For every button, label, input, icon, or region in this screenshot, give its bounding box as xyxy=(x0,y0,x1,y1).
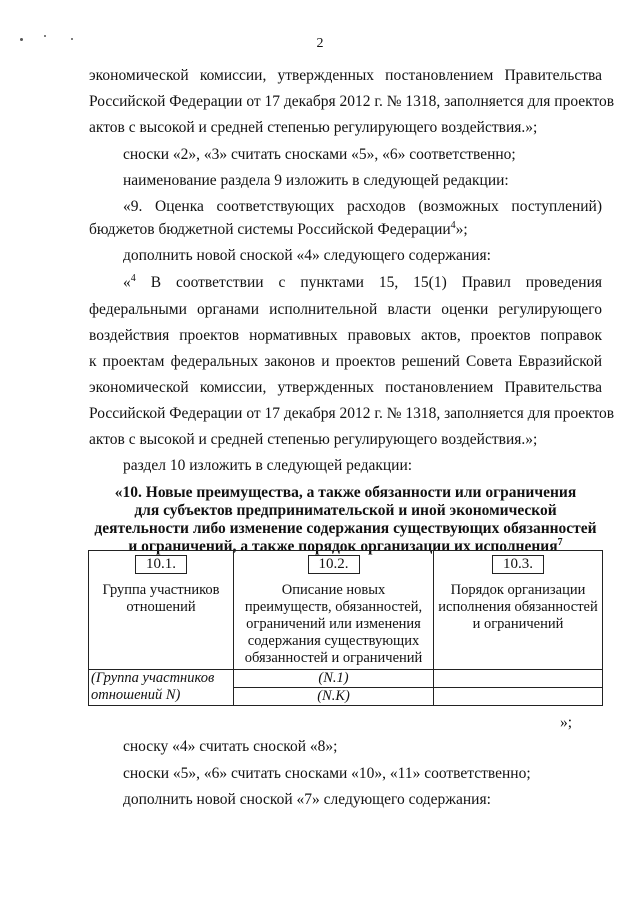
body-line: Российской Федерации от 17 декабря 2012 г. № 1318, заполняется для проектов xyxy=(89,405,615,422)
table-cell: (N.1) xyxy=(234,670,434,688)
footnote-mark: 4 xyxy=(130,272,136,284)
body-line: раздел 10 изложить в следующей редакции: xyxy=(123,457,413,474)
table-cell: (N.K) xyxy=(234,688,434,706)
body-line: актов с высокой и средней степенью регулирующего воздействия.»; xyxy=(89,431,538,448)
body-line: дополнить новой сноской «4» следующего содержания: xyxy=(123,247,491,264)
body-line: воздействия проектов нормативных правовых актов, проектов поправок xyxy=(89,327,602,344)
closing-quote: »; xyxy=(560,714,573,731)
heading-text: и ограничений, а также порядок организации их исполнения xyxy=(128,538,558,555)
column-code: 10.1. xyxy=(135,555,187,574)
body-line xyxy=(123,274,602,292)
table-cell xyxy=(434,688,603,706)
body-line: сноску «4» считать сноской «8»; xyxy=(123,738,338,755)
table-row xyxy=(89,670,603,688)
body-text: В соответствии с пунктами 15, 15(1) Правил проведения xyxy=(135,274,602,291)
body-text: »; xyxy=(455,221,468,238)
body-line: экономической комиссии, утвержденных постановлением Правительства xyxy=(89,67,602,84)
section-heading-line: деятельности либо изменение содержания существующих обязанностей xyxy=(94,520,597,537)
page-number: 2 xyxy=(316,36,324,51)
body-text: « xyxy=(123,274,131,291)
footnote-mark: 4 xyxy=(450,219,456,231)
table-cell xyxy=(434,670,603,688)
column-header: Группа участников отношений xyxy=(102,582,220,615)
body-line xyxy=(89,221,468,239)
body-line: дополнить новой сноской «7» следующего содержания: xyxy=(123,791,491,808)
table-header-cell xyxy=(89,551,234,670)
body-line: Российской Федерации от 17 декабря 2012 г. № 1318, заполняется для проектов xyxy=(89,93,615,110)
column-header: Описание новых преимуществ, обязанностей, ограничений или изменения содержания существующих обязанностей и ограничений xyxy=(244,582,423,666)
footnote-mark: 7 xyxy=(557,536,563,548)
body-line: актов с высокой и средней степенью регулирующего воздействия.»; xyxy=(89,119,538,136)
table-header-row xyxy=(89,551,603,670)
column-code: 10.3. xyxy=(492,555,544,574)
body-line: экономической комиссии, утвержденных постановлением Правительства xyxy=(89,379,602,396)
body-line: сноски «5», «6» считать сносками «10», «11» соответственно; xyxy=(123,765,531,782)
body-line: наименование раздела 9 изложить в следующей редакции: xyxy=(123,172,509,189)
body-line: сноски «2», «3» считать сносками «5», «6» соответственно; xyxy=(123,146,516,163)
column-code: 10.2. xyxy=(308,555,360,574)
section-heading-line: для субъектов предпринимательской и иной экономической xyxy=(134,502,557,519)
column-header: Порядок организации исполнения обязанностей и ограничений xyxy=(438,582,598,632)
table-cell: (Группа участников отношений N) xyxy=(89,670,234,706)
table-header-cell xyxy=(434,551,603,670)
body-line: федеральными органами исполнительной власти оценки регулирующего xyxy=(89,301,602,318)
body-line: к проектам федеральных законов и проектов решений Совета Евразийской xyxy=(89,353,602,370)
body-line: «9. Оценка соответствующих расходов (возможных поступлений) xyxy=(123,198,602,215)
table-header-cell xyxy=(234,551,434,670)
body-text: бюджетов бюджетной системы Российской Федерации xyxy=(89,221,451,238)
section-heading-line: «10. Новые преимущества, а также обязанности или ограничения xyxy=(114,484,577,501)
form-table xyxy=(88,550,603,706)
